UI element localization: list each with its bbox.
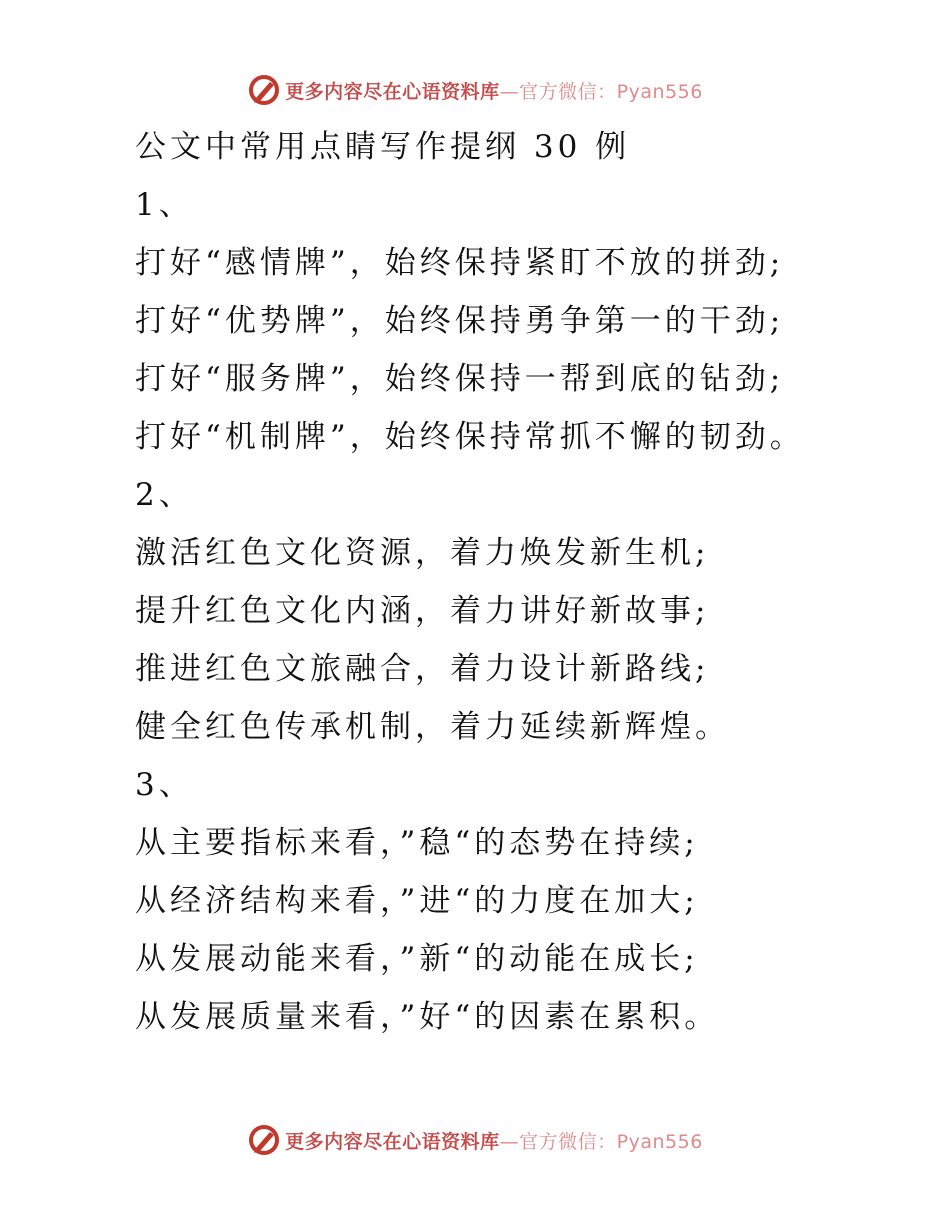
section-line: 健全红色传承机制，着力延续新辉煌。 xyxy=(135,709,730,745)
section-line: 激活红色文化资源，着力焕发新生机; xyxy=(135,535,710,571)
section-line: 打好“机制牌”，始终保持常抓不懈的韧劲。 xyxy=(135,419,805,455)
section-line: 从发展质量来看，”好“的因素在累积。 xyxy=(135,999,720,1035)
pen-logo-icon xyxy=(247,1123,281,1157)
section-line: 打好“服务牌”，始终保持一帮到底的钻劲; xyxy=(135,361,785,397)
section-line: 从发展动能来看，”新“的动能在成长; xyxy=(135,941,699,977)
section-number: 3、 xyxy=(135,767,194,803)
section-line: 从主要指标来看，”稳“的态势在持续; xyxy=(135,825,699,861)
section-line: 提升红色文化内涵，着力讲好新故事; xyxy=(135,593,710,629)
section-line: 推进红色文旅融合，着力设计新路线; xyxy=(135,651,710,687)
footer-banner xyxy=(0,1120,950,1160)
pen-logo-icon xyxy=(247,73,281,107)
section-line: 从经济结构来看，”进“的力度在加大; xyxy=(135,883,699,919)
banner-wechat-text: —官方微信：Pyan556 xyxy=(499,1130,703,1153)
header-banner xyxy=(0,70,950,110)
banner-wechat-text: —官方微信：Pyan556 xyxy=(499,80,703,103)
section-line: 打好“感情牌”，始终保持紧盯不放的拼劲; xyxy=(135,245,785,281)
banner-site-text: 更多内容尽在心语资料库 xyxy=(285,1130,500,1153)
document-title: 公文中常用点睛写作提纲 30 例 xyxy=(135,129,631,165)
section-line: 打好“优势牌”，始终保持勇争第一的干劲; xyxy=(135,303,785,339)
section-number: 1、 xyxy=(135,187,194,223)
section-number: 2、 xyxy=(135,477,194,513)
banner-site-text: 更多内容尽在心语资料库 xyxy=(285,80,500,103)
document-body xyxy=(135,118,925,1046)
